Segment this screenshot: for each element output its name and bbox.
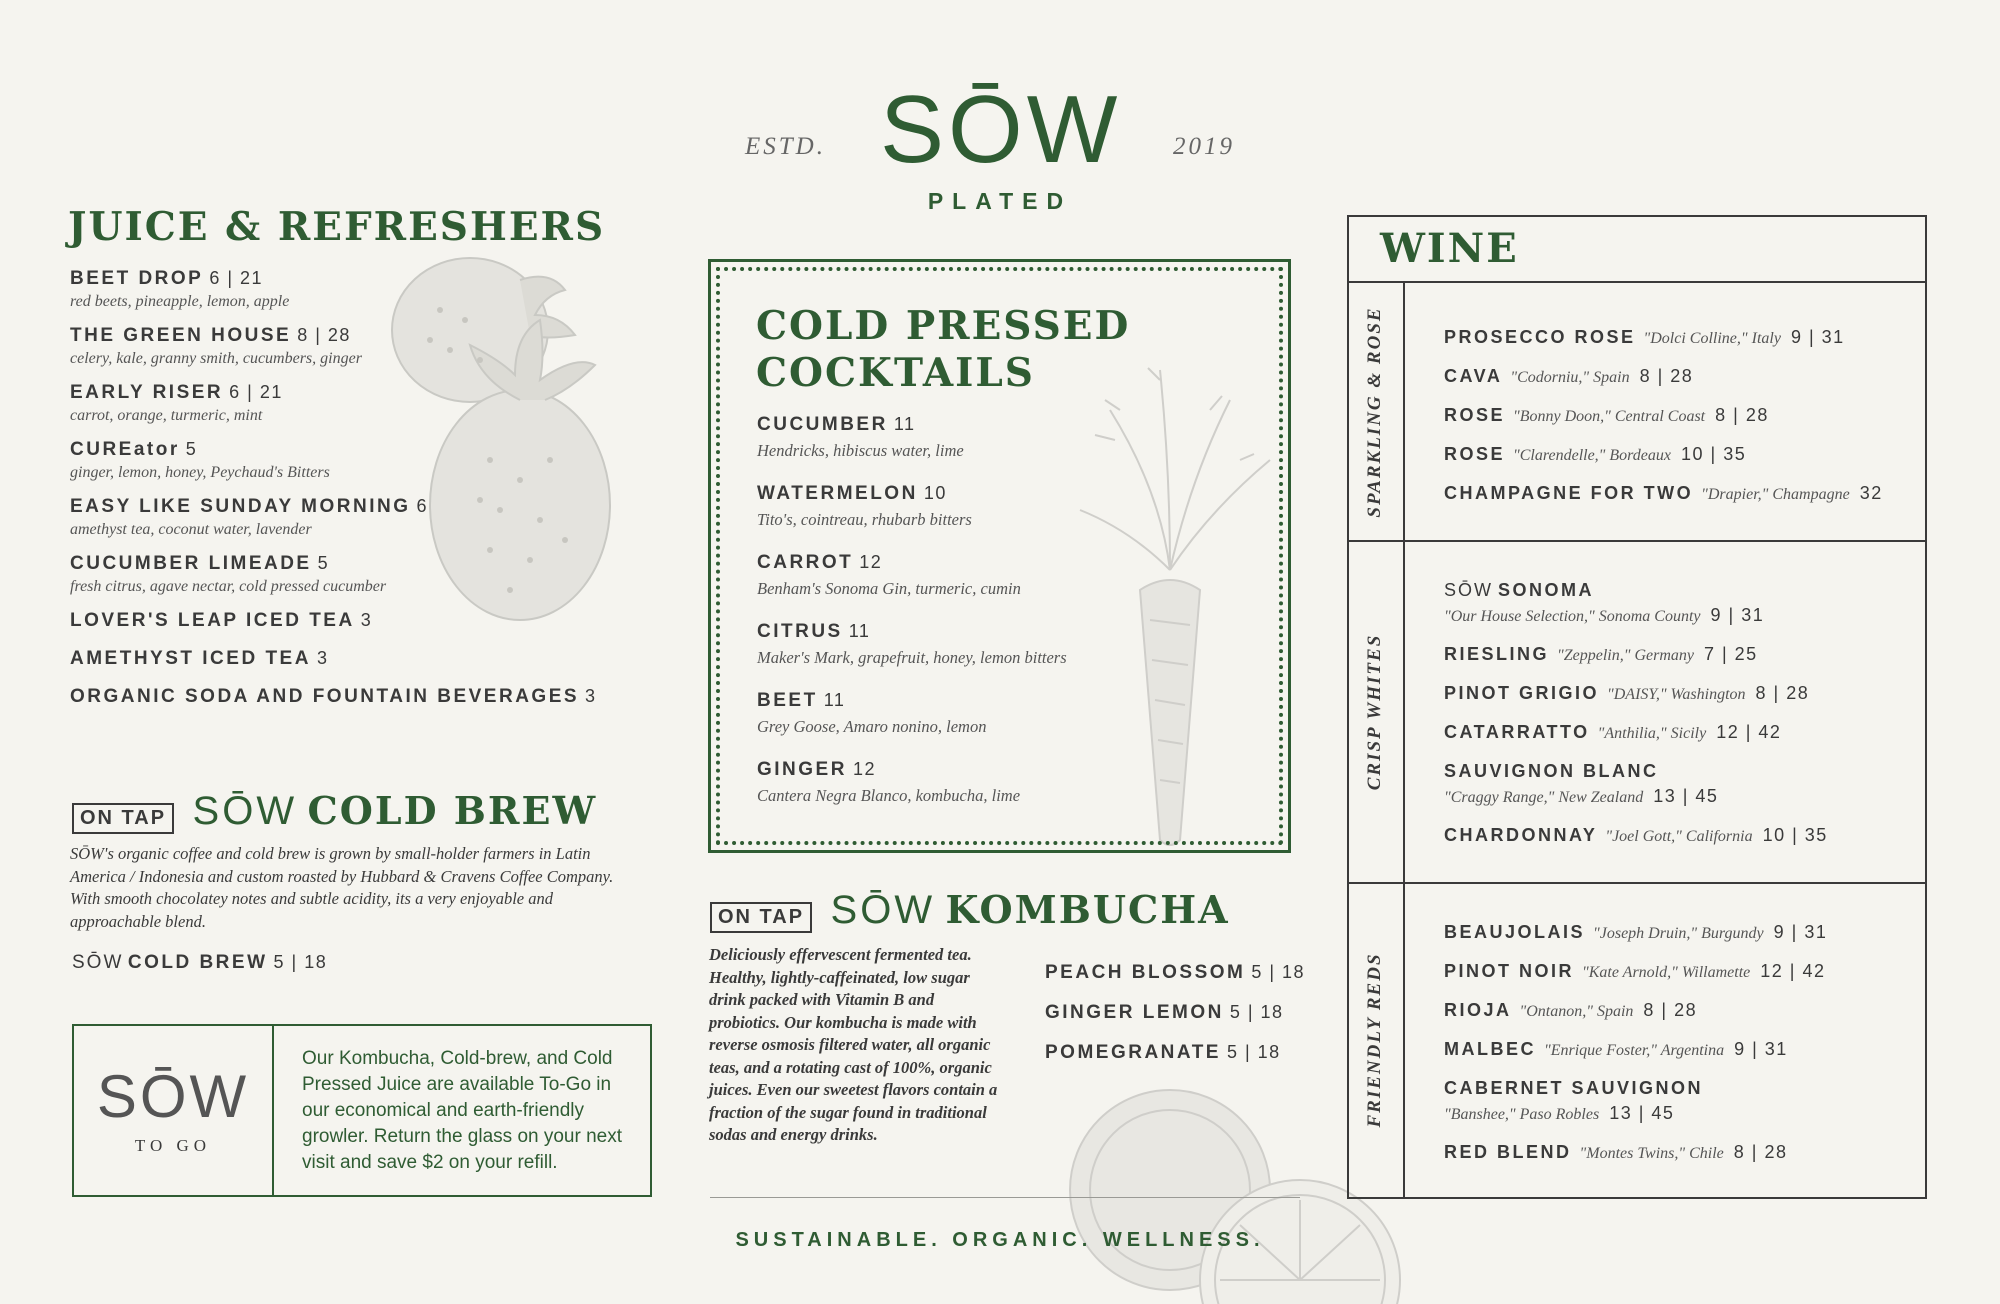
wine-item-desc: "Montes Twins," Chile — [1579, 1145, 1724, 1162]
juice-item-name: BEET DROP — [70, 268, 204, 289]
wine-item-desc: "Ontanon," Spain — [1519, 1003, 1634, 1020]
wine-section-label: FRIENDLY REDS — [1364, 952, 1385, 1128]
cocktail-item — [757, 621, 1177, 668]
kombucha-item — [1045, 1042, 1305, 1064]
juice-item — [70, 325, 670, 368]
wine-item — [1444, 405, 1883, 426]
juice-item-price: 6 | 21 — [229, 382, 283, 402]
juice-item-price: 3 — [360, 610, 373, 630]
juice-item-name: CUCUMBER LIMEADE — [70, 553, 312, 574]
cocktail-item-name: BEET — [757, 690, 818, 711]
wine-item-name: SAUVIGNON BLANC — [1444, 761, 1659, 781]
juice-item-price: 8 | 28 — [297, 325, 351, 345]
juice-title: JUICE & REFRESHERS — [68, 204, 606, 250]
kombucha-desc: Deliciously effervescent fermented tea. Healthy, lightly-caffeinated, low sugar drink packed with Vitamin B and probiotics. Our kombucha is made with reverse osmosis filtered water, all organic teas, and a rotating cast of 100%, organic juices. Even our sweetest flavors contain a fraction of the sugar found in traditional sodas and energy drinks. — [709, 945, 998, 1144]
wine-item-desc: "Drapier," Champagne — [1701, 486, 1850, 503]
cocktail-item-price: 11 — [848, 621, 871, 641]
wine-item-desc: "Anthilia," Sicily — [1597, 725, 1707, 742]
wine-item-name: CAVA — [1444, 366, 1503, 386]
juice-item-price: 6 — [416, 496, 428, 516]
kombucha-item-price: 5 | 18 — [1229, 1002, 1284, 1022]
coldbrew-heading — [72, 788, 597, 834]
wine-item-price: 13 | 45 — [1653, 786, 1719, 806]
cocktails-title-line2: COCKTAILS — [756, 350, 1035, 396]
cocktail-item-desc: Benham's Sonoma Gin, turmeric, cumin — [757, 579, 1021, 598]
wine-item-desc: "Joel Gott," California — [1605, 828, 1753, 845]
juice-item — [70, 496, 670, 539]
juice-item-desc: celery, kale, granny smith, cucumbers, ginger — [70, 350, 362, 367]
kombucha-item-price: 5 | 18 — [1226, 1042, 1281, 1062]
wine-item-desc: "Zeppelin," Germany — [1557, 647, 1694, 664]
wine-item-name: ROSE — [1444, 444, 1506, 464]
on-tap-badge: ON TAP — [710, 902, 812, 933]
wine-item-name: MALBEC — [1444, 1039, 1536, 1059]
kombucha-item-price: 5 | 18 — [1251, 962, 1306, 982]
kombucha-item — [1045, 962, 1305, 984]
wine-item-desc: "Craggy Range," New Zealand — [1444, 789, 1644, 806]
wine-item-desc: "Codorniu," Spain — [1510, 369, 1630, 386]
wine-item-name: CHARDONNAY — [1444, 825, 1598, 845]
wine-item-name: CABERNET SAUVIGNON — [1444, 1078, 1704, 1098]
wine-item-price: 9 | 31 — [1790, 327, 1845, 347]
wine-item-price: 9 | 31 — [1773, 922, 1828, 942]
wine-item-desc: "Dolci Colline," Italy — [1643, 330, 1781, 347]
wine-section-label: SPARKLING & ROSE — [1364, 306, 1385, 518]
kombucha-logo: SŌW — [830, 888, 936, 932]
wine-item-desc: "Clarendelle," Bordeaux — [1513, 447, 1672, 464]
juice-item-desc: ginger, lemon, honey, Peychaud's Bitters — [70, 464, 330, 481]
coldbrew-item-logo: SŌW — [72, 952, 124, 973]
cocktails-title — [756, 303, 1130, 397]
wine-item-price: 8 | 28 — [1643, 1000, 1698, 1020]
juice-item-price: 3 — [585, 686, 597, 706]
juice-item — [70, 439, 670, 482]
wine-item — [1444, 825, 1828, 846]
brand-logo: SŌW — [880, 76, 1122, 183]
wine-list-whites — [1444, 580, 1828, 864]
kombucha-item-name: POMEGRANATE — [1045, 1042, 1221, 1063]
cocktail-item-desc: Cantera Negra Blanco, kombucha, lime — [757, 786, 1021, 805]
togo-text: Our Kombucha, Cold-brew, and Cold Pressed Juice are available To-Go in our economical and earth-friendly growler. Return the glass on your next visit and save $2 on your refill. — [302, 1048, 623, 1173]
togo-logo: SŌW — [96, 1062, 250, 1130]
wine-item-desc: "DAISY," Washington — [1607, 686, 1746, 703]
wine-item-desc: "Enrique Foster," Argentina — [1544, 1042, 1725, 1059]
wine-item-price: 10 | 35 — [1762, 825, 1828, 845]
cocktail-item-name: CARROT — [757, 552, 854, 573]
wine-title: WINE — [1380, 225, 1519, 272]
juice-item-price: 5 — [185, 439, 198, 459]
cocktail-item-desc: Tito's, cointreau, rhubarb bitters — [757, 510, 972, 529]
kombucha-title: KOMBUCHA — [945, 887, 1230, 932]
wine-item-desc: "Bonny Doon," Central Coast — [1513, 408, 1706, 425]
juice-item-name: ORGANIC SODA AND FOUNTAIN BEVERAGES — [70, 686, 580, 707]
kombucha-list — [1045, 962, 1305, 1082]
wine-item-name: PROSECCO ROSE — [1444, 327, 1636, 347]
juice-item-desc: carrot, orange, turmeric, mint — [70, 407, 263, 424]
juice-item — [70, 382, 670, 425]
wine-item-name: RIOJA — [1444, 1000, 1512, 1020]
juice-item — [70, 648, 670, 670]
togo-box — [72, 1024, 652, 1197]
wine-item-price: 8 | 28 — [1715, 405, 1769, 425]
wine-item-price: 12 | 42 — [1760, 961, 1826, 981]
wine-item-price: 8 | 28 — [1755, 683, 1810, 703]
juice-item-name: EASY LIKE SUNDAY MORNING — [70, 496, 411, 517]
wine-row-rule — [1347, 882, 1927, 884]
togo-logo-panel — [74, 1026, 274, 1195]
wine-col-rule — [1403, 282, 1405, 1198]
wine-item-name: SONOMA — [1498, 580, 1595, 600]
wine-item — [1444, 722, 1828, 743]
wine-list-reds — [1444, 922, 1827, 1181]
wine-row-rule — [1347, 540, 1927, 542]
wine-item-desc: "Kate Arnold," Willamette — [1582, 964, 1751, 981]
cocktail-item-desc: Hendricks, hibiscus water, lime — [757, 441, 964, 460]
wine-item-price: 12 | 42 — [1716, 722, 1782, 742]
wine-item-name: PINOT GRIGIO — [1444, 683, 1600, 703]
cocktail-item-name: GINGER — [757, 759, 847, 780]
wine-item-price: 9 | 31 — [1710, 605, 1765, 625]
cocktail-list — [757, 414, 1177, 828]
juice-item-name: EARLY RISER — [70, 382, 224, 403]
cocktail-item-price: 12 — [859, 552, 883, 572]
wine-item — [1444, 580, 1828, 626]
wine-item-desc: "Joseph Druin," Burgundy — [1593, 925, 1764, 942]
wine-item-name: BEAUJOLAIS — [1444, 922, 1586, 942]
wine-item-price: 13 | 45 — [1609, 1103, 1675, 1123]
juice-item-name: AMETHYST ICED TEA — [70, 648, 311, 669]
wine-item-desc: "Our House Selection," Sonoma County — [1444, 608, 1701, 625]
cocktails-title-line1: COLD PRESSED — [756, 303, 1131, 349]
coldbrew-item-price: 5 | 18 — [273, 952, 328, 972]
wine-item — [1444, 444, 1883, 465]
wine-item-name: ROSE — [1444, 405, 1506, 425]
cocktail-item — [757, 690, 1177, 737]
wine-item-name: CATARRATTO — [1444, 722, 1590, 742]
on-tap-badge: ON TAP — [72, 803, 174, 834]
wine-item-name: RIESLING — [1444, 644, 1550, 664]
wine-item — [1444, 483, 1883, 504]
juice-item-desc: fresh citrus, agave nectar, cold pressed cucumber — [70, 578, 387, 595]
wine-item-desc: "Banshee," Paso Robles — [1444, 1106, 1600, 1123]
footer-rule — [710, 1197, 1300, 1198]
juice-item — [70, 268, 670, 311]
cocktail-item-price: 12 — [852, 759, 876, 779]
wine-item — [1444, 961, 1827, 982]
juice-item-price: 5 — [317, 553, 330, 573]
footer-tagline: SUSTAINABLE. ORGANIC. WELLNESS. — [735, 1229, 1265, 1251]
wine-title-rule — [1347, 281, 1927, 283]
wine-item — [1444, 327, 1883, 348]
togo-label: TO GO — [134, 1135, 212, 1155]
wine-section-label: CRISP WHITES — [1364, 633, 1385, 791]
estd-label: ESTD. — [745, 133, 826, 160]
wine-item-price: 8 | 28 — [1639, 366, 1694, 386]
wine-item — [1444, 1039, 1827, 1060]
wine-item-price: 8 | 28 — [1733, 1142, 1788, 1162]
wine-item-price: 9 | 31 — [1734, 1039, 1788, 1059]
brand-sub: PLATED — [927, 188, 1073, 214]
juice-item — [70, 686, 670, 708]
cocktail-item-name: CITRUS — [757, 621, 843, 642]
juice-item-desc: amethyst tea, coconut water, lavender — [70, 521, 312, 538]
cocktail-item-price: 10 — [923, 483, 947, 503]
juice-item-name: LOVER'S LEAP ICED TEA — [70, 610, 355, 631]
juice-item-price: 6 | 21 — [209, 268, 264, 288]
cocktail-item-desc: Maker's Mark, grapefruit, honey, lemon bitters — [757, 648, 1067, 667]
wine-item — [1444, 644, 1828, 665]
cocktail-item-price: 11 — [823, 690, 846, 710]
wine-item-name: CHAMPAGNE FOR TWO — [1444, 483, 1694, 503]
wine-item-logo: SŌW — [1444, 580, 1493, 600]
juice-item-desc: red beets, pineapple, lemon, apple — [70, 293, 290, 310]
cocktail-item-name: WATERMELON — [757, 483, 918, 504]
juice-item — [70, 553, 670, 596]
kombucha-item-name: GINGER LEMON — [1045, 1002, 1224, 1023]
cocktail-item — [757, 414, 1177, 461]
cocktail-item-desc: Grey Goose, Amaro nonino, lemon — [757, 717, 987, 736]
coldbrew-item — [72, 952, 327, 974]
wine-item-price: 10 | 35 — [1681, 444, 1747, 464]
wine-item — [1444, 1142, 1827, 1163]
juice-item-price: 3 — [316, 648, 329, 668]
juice-item-name: THE GREEN HOUSE — [70, 325, 292, 346]
wine-item-name: RED BLEND — [1444, 1142, 1572, 1162]
cocktail-item-name: CUCUMBER — [757, 414, 888, 435]
juice-item-name: CUREator — [70, 439, 180, 460]
cocktail-item — [757, 759, 1177, 806]
cocktail-item — [757, 483, 1177, 530]
coldbrew-title: COLD BREW — [307, 788, 598, 833]
wine-list-sparkling — [1444, 327, 1883, 522]
wine-item-price: 32 — [1859, 483, 1883, 503]
wine-item — [1444, 683, 1828, 704]
kombucha-item-name: PEACH BLOSSOM — [1045, 962, 1246, 983]
wine-item — [1444, 1078, 1827, 1124]
wine-item — [1444, 761, 1828, 807]
wine-item — [1444, 366, 1883, 387]
cocktail-item — [757, 552, 1177, 599]
coldbrew-desc: SŌW's organic coffee and cold brew is grown by small-holder farmers in Latin America / Indonesia and custom roasted by Hubbard & Cravens Coffee Company. With smooth chocolatey notes and subtle acidity, its a very enjoyable and approachable blend. — [70, 844, 614, 931]
juice-list — [70, 268, 670, 722]
wine-item-name: PINOT NOIR — [1444, 961, 1575, 981]
coldbrew-logo: SŌW — [192, 789, 298, 833]
coldbrew-item-name: COLD BREW — [127, 952, 268, 973]
wine-item — [1444, 922, 1827, 943]
cocktail-item-price: 11 — [893, 414, 916, 434]
wine-item-price: 7 | 25 — [1703, 644, 1758, 664]
kombucha-heading — [710, 887, 1230, 933]
juice-item — [70, 610, 670, 632]
year-label: 2019 — [1173, 133, 1235, 160]
kombucha-item — [1045, 1002, 1305, 1024]
wine-item — [1444, 1000, 1827, 1021]
